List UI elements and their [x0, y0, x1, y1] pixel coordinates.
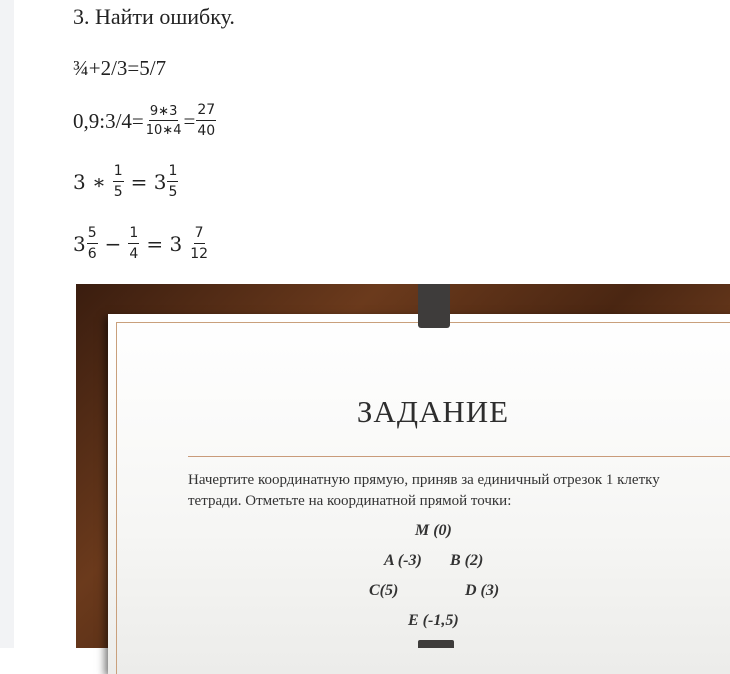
point-d: D (3) [465, 582, 500, 599]
expression-4-whole: 3 [73, 232, 86, 256]
fraction-denominator: 5 [113, 184, 123, 200]
expression-2 [73, 102, 217, 140]
fraction-numerator: 27 [196, 102, 216, 121]
task-description [188, 470, 730, 512]
expression-3-prefix: 3 ∗ [73, 170, 106, 194]
expression-3-fraction-1 [113, 163, 124, 201]
point-a: A (-3) [384, 552, 422, 569]
fraction-numerator: 1 [167, 163, 178, 182]
expression-4 [73, 225, 210, 263]
expression-2-prefix: 0,9:3/4= [73, 108, 144, 133]
expression-3-fraction-2 [167, 163, 178, 201]
fraction-denominator: 6 [87, 246, 97, 262]
task-text-line-1: Начертите координатную прямую, приняв за единичный отрезок 1 клетку [188, 472, 660, 488]
point-c: C(5) [369, 582, 399, 599]
fraction-denominator: 10∗4 [145, 123, 182, 138]
title-divider [188, 456, 730, 457]
expression-4-fraction-2 [128, 225, 139, 263]
expression-4-equals: = 3 [146, 232, 183, 256]
expression-2-fraction-1 [145, 104, 183, 138]
board-clip-top [418, 284, 450, 328]
expression-1 [73, 56, 166, 81]
fraction-numerator: 1 [113, 163, 124, 182]
expression-1-text: ¾+2/3=5/7 [73, 56, 167, 80]
fraction-denominator: 40 [197, 123, 216, 139]
left-edge-strip [0, 0, 14, 648]
fraction-numerator: 9∗3 [149, 104, 178, 119]
task-picture [76, 284, 730, 648]
board-clip-bottom [418, 640, 454, 648]
expression-4-fraction-1 [87, 225, 98, 263]
minus-sign: − [104, 232, 122, 256]
point-e: E (-1,5) [408, 612, 459, 629]
fraction-numerator: 5 [87, 225, 98, 244]
expression-3-equals: = 3 [130, 170, 167, 194]
fraction-denominator: 4 [129, 246, 139, 262]
equals-sign: = [183, 108, 196, 133]
expression-3 [73, 163, 179, 201]
exercise-title: 3. Найти ошибку. [73, 4, 235, 29]
expression-2-fraction-2 [196, 102, 216, 140]
fraction-denominator: 5 [168, 184, 178, 200]
task-title [108, 394, 730, 430]
task-sheet [108, 314, 730, 674]
fraction-numerator: 7 [194, 225, 205, 244]
fraction-numerator: 1 [128, 225, 139, 244]
expression-4-fraction-3 [189, 225, 209, 263]
point-m: M (0) [415, 522, 452, 539]
fraction-denominator: 12 [190, 246, 209, 262]
task-text-line-2: тетради. Отметьте на координатной прямой точки: [188, 493, 512, 509]
task-title-text: ЗАДАНИЕ [356, 394, 510, 429]
point-b: B (2) [450, 552, 484, 569]
